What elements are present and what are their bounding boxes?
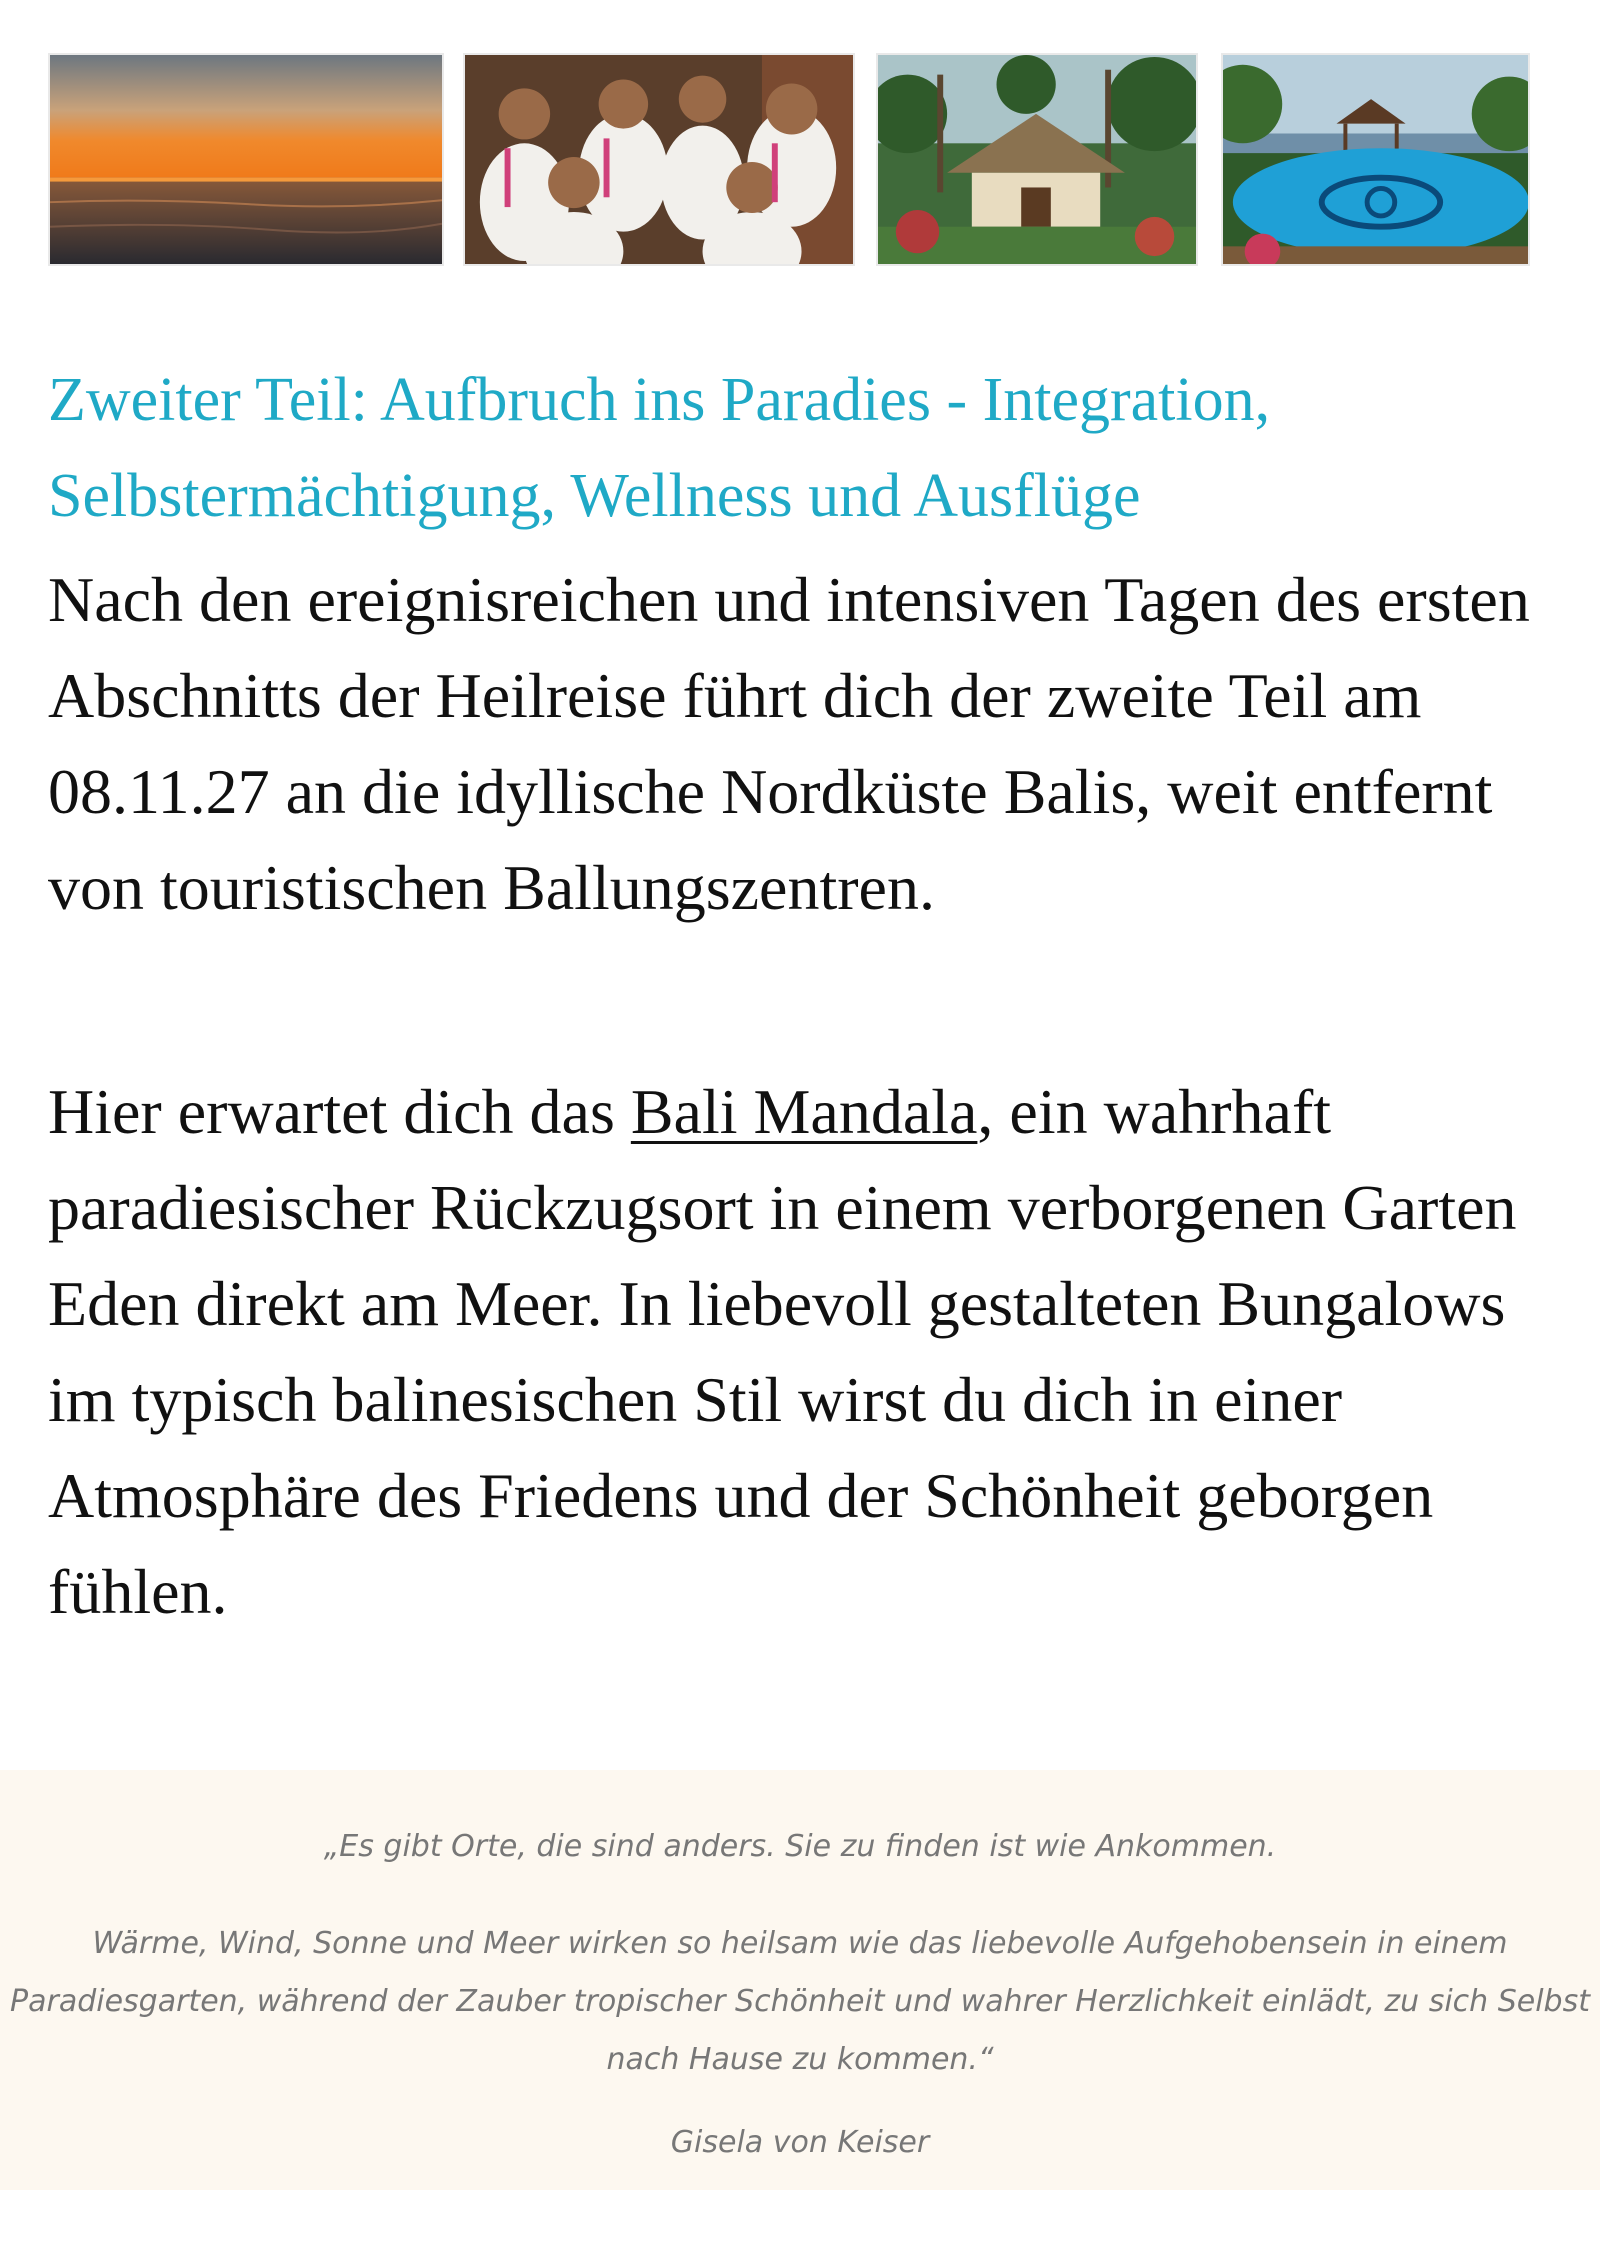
intro-paragraph: Nach den ereignisreichen und intensiven Tagen des ersten Abschnitts der Heilreise führt dich der zweite Teil am 08.11.27 an die idyllische Nordküste Balis, weit entfernt von touristischen Ballungszentren.: [48, 564, 1530, 923]
quote-first-line: „Es gibt Orte, die sind anders. Sie zu finden ist wie Ankommen.: [323, 1829, 1277, 1864]
thatched-bungalow-photo[interactable]: [876, 53, 1198, 266]
venue-paragraph-start: Hier erwartet dich das: [48, 1076, 631, 1147]
venue-paragraph: [48, 1064, 1548, 1640]
bali-mandala-link[interactable]: Bali Mandala: [630, 1076, 978, 1147]
photo-gallery: [48, 53, 1530, 266]
section-heading: Zweiter Teil: Aufbruch ins Paradies - Integration, Selbstermächtigung, Wellness und Ausflüge: [48, 366, 1271, 530]
sunset-ocean-photo[interactable]: [48, 53, 444, 266]
smiling-staff-photo[interactable]: [463, 53, 855, 266]
quote-author: Gisela von Keiser: [670, 2125, 930, 2160]
quote-box: [0, 1770, 1600, 2190]
pool-pavilion-photo[interactable]: [1221, 53, 1530, 266]
quote-second-part: Wärme, Wind, Sonne und Meer wirken so heilsam wie das liebevolle Aufgehobensein in einem Paradiesgarten, während der Zauber tropischer Schönheit und wahrer Herzlichkeit einlädt, zu sich Selbst nach Hause zu kommen.“: [10, 1926, 1590, 2077]
venue-paragraph-end: , ein wahrhaft paradiesischer Rückzugsort in einem verborgenen Garten Eden direkt am Meer. In liebevoll gestalteten Bungalows im typisch balinesischen Stil wirst du dich in einer Atmosphäre des Friedens und der Schönheit geborgen fühlen.: [48, 1076, 1517, 1627]
